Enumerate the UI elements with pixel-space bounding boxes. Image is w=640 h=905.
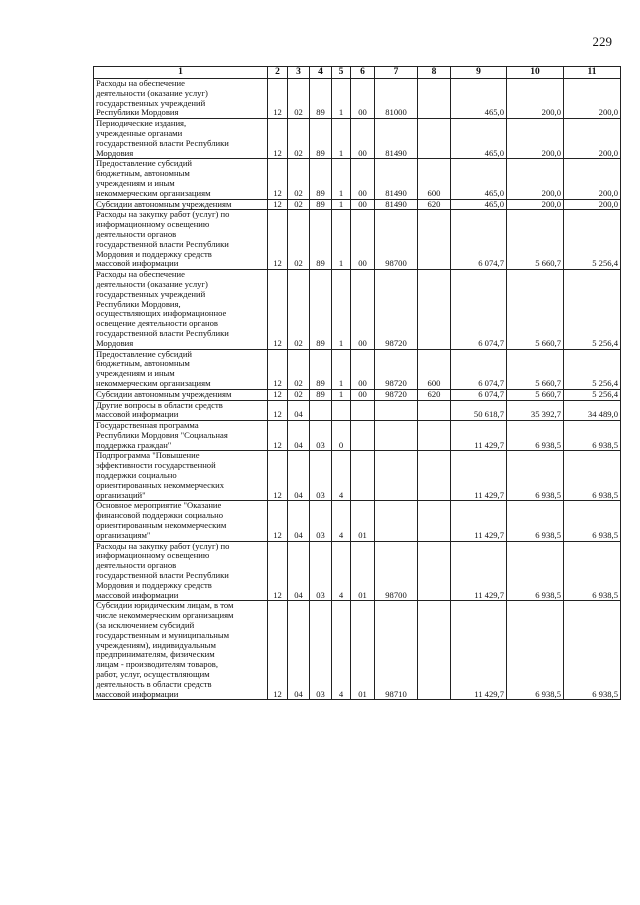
amount-cell: 6 074,7 bbox=[451, 349, 507, 389]
amount-cell: 200,0 bbox=[507, 159, 564, 199]
code-cell: 12 bbox=[268, 349, 288, 389]
code-cell: 04 bbox=[288, 421, 310, 451]
column-header: 4 bbox=[310, 67, 332, 79]
code-cell: 4 bbox=[332, 451, 351, 501]
amount-cell: 465,0 bbox=[451, 199, 507, 210]
code-cell: 03 bbox=[310, 451, 332, 501]
amount-cell: 34 489,0 bbox=[564, 400, 621, 421]
code-cell: 00 bbox=[351, 389, 375, 400]
code-cell: 12 bbox=[268, 541, 288, 601]
code-cell bbox=[418, 210, 451, 270]
table-row bbox=[94, 541, 621, 601]
code-cell: 98720 bbox=[375, 349, 418, 389]
code-cell: 02 bbox=[288, 270, 310, 349]
page-number: 229 bbox=[592, 34, 612, 49]
code-cell: 98720 bbox=[375, 389, 418, 400]
code-cell: 89 bbox=[310, 79, 332, 119]
code-cell: 600 bbox=[418, 349, 451, 389]
code-cell: 04 bbox=[288, 601, 310, 700]
amount-cell: 465,0 bbox=[451, 79, 507, 119]
code-cell: 4 bbox=[332, 601, 351, 700]
code-cell bbox=[375, 501, 418, 541]
budget-table bbox=[93, 66, 621, 700]
amount-cell: 6 938,5 bbox=[564, 451, 621, 501]
expense-name-cell: Предоставление субсидий бюджетным, автономным учреждениям и иным некоммерческим организациям bbox=[94, 159, 268, 199]
code-cell: 02 bbox=[288, 389, 310, 400]
expense-name-cell: Расходы на закупку работ (услуг) по информационному освещению деятельности органов государственной власти Республики Мордовия и поддержку средств массовой информации bbox=[94, 541, 268, 601]
code-cell bbox=[418, 451, 451, 501]
code-cell: 4 bbox=[332, 541, 351, 601]
code-cell: 00 bbox=[351, 159, 375, 199]
code-cell bbox=[351, 451, 375, 501]
code-cell: 03 bbox=[310, 541, 332, 601]
amount-cell: 5 256,4 bbox=[564, 210, 621, 270]
code-cell: 98700 bbox=[375, 541, 418, 601]
code-cell bbox=[351, 400, 375, 421]
amount-cell: 11 429,7 bbox=[451, 451, 507, 501]
code-cell bbox=[418, 421, 451, 451]
code-cell: 0 bbox=[332, 421, 351, 451]
code-cell: 81490 bbox=[375, 119, 418, 159]
code-cell: 89 bbox=[310, 199, 332, 210]
code-cell: 04 bbox=[288, 541, 310, 601]
code-cell: 4 bbox=[332, 501, 351, 541]
amount-cell: 465,0 bbox=[451, 119, 507, 159]
code-cell: 12 bbox=[268, 79, 288, 119]
table-row bbox=[94, 159, 621, 199]
code-cell: 03 bbox=[310, 421, 332, 451]
amount-cell: 6 938,5 bbox=[507, 541, 564, 601]
code-cell: 1 bbox=[332, 119, 351, 159]
column-header: 10 bbox=[507, 67, 564, 79]
code-cell: 89 bbox=[310, 210, 332, 270]
code-cell: 81490 bbox=[375, 199, 418, 210]
code-cell: 00 bbox=[351, 270, 375, 349]
code-cell: 02 bbox=[288, 119, 310, 159]
column-header: 6 bbox=[351, 67, 375, 79]
code-cell: 98700 bbox=[375, 210, 418, 270]
code-cell: 1 bbox=[332, 79, 351, 119]
expense-name-cell: Расходы на обеспечение деятельности (оказание услуг) государственных учреждений Республики Мордовия bbox=[94, 79, 268, 119]
code-cell: 03 bbox=[310, 501, 332, 541]
code-cell: 98710 bbox=[375, 601, 418, 700]
amount-cell: 6 938,5 bbox=[507, 501, 564, 541]
code-cell: 12 bbox=[268, 119, 288, 159]
table-row bbox=[94, 210, 621, 270]
amount-cell: 200,0 bbox=[564, 199, 621, 210]
amount-cell: 6 938,5 bbox=[507, 421, 564, 451]
table-row bbox=[94, 421, 621, 451]
code-cell: 12 bbox=[268, 159, 288, 199]
expense-name-cell: Государственная программа Республики Мордовия "Социальная поддержка граждан" bbox=[94, 421, 268, 451]
expense-name-cell: Периодические издания, учрежденные органами государственной власти Республики Мордовия bbox=[94, 119, 268, 159]
amount-cell: 5 660,7 bbox=[507, 270, 564, 349]
amount-cell: 11 429,7 bbox=[451, 541, 507, 601]
code-cell: 02 bbox=[288, 210, 310, 270]
code-cell: 89 bbox=[310, 270, 332, 349]
code-cell bbox=[332, 400, 351, 421]
code-cell bbox=[375, 421, 418, 451]
table-row bbox=[94, 501, 621, 541]
code-cell: 02 bbox=[288, 349, 310, 389]
code-cell: 04 bbox=[288, 400, 310, 421]
column-header: 5 bbox=[332, 67, 351, 79]
code-cell: 81490 bbox=[375, 159, 418, 199]
code-cell: 00 bbox=[351, 199, 375, 210]
code-cell: 01 bbox=[351, 541, 375, 601]
code-cell: 04 bbox=[288, 451, 310, 501]
amount-cell: 6 074,7 bbox=[451, 389, 507, 400]
amount-cell: 200,0 bbox=[564, 159, 621, 199]
amount-cell: 6 938,5 bbox=[564, 541, 621, 601]
amount-cell: 50 618,7 bbox=[451, 400, 507, 421]
expense-name-cell: Субсидии автономным учреждениям bbox=[94, 389, 268, 400]
code-cell: 01 bbox=[351, 601, 375, 700]
amount-cell: 6 938,5 bbox=[564, 421, 621, 451]
code-cell: 02 bbox=[288, 79, 310, 119]
code-cell bbox=[375, 400, 418, 421]
column-header: 3 bbox=[288, 67, 310, 79]
code-cell: 01 bbox=[351, 501, 375, 541]
code-cell: 00 bbox=[351, 210, 375, 270]
code-cell: 600 bbox=[418, 159, 451, 199]
amount-cell: 200,0 bbox=[507, 119, 564, 159]
code-cell: 12 bbox=[268, 451, 288, 501]
expense-name-cell: Расходы на закупку работ (услуг) по информационному освещению деятельности органов государственной власти Республики Мордовия и поддержку средств массовой информации bbox=[94, 210, 268, 270]
code-cell: 89 bbox=[310, 349, 332, 389]
amount-cell: 6 074,7 bbox=[451, 210, 507, 270]
amount-cell: 6 938,5 bbox=[564, 501, 621, 541]
table-row bbox=[94, 119, 621, 159]
code-cell bbox=[418, 601, 451, 700]
amount-cell: 11 429,7 bbox=[451, 421, 507, 451]
code-cell bbox=[418, 270, 451, 349]
amount-cell: 200,0 bbox=[507, 79, 564, 119]
amount-cell: 200,0 bbox=[564, 79, 621, 119]
code-cell: 00 bbox=[351, 119, 375, 159]
code-cell bbox=[310, 400, 332, 421]
amount-cell: 35 392,7 bbox=[507, 400, 564, 421]
amount-cell: 11 429,7 bbox=[451, 601, 507, 700]
code-cell: 89 bbox=[310, 119, 332, 159]
table-row bbox=[94, 199, 621, 210]
code-cell bbox=[418, 119, 451, 159]
table-row bbox=[94, 389, 621, 400]
amount-cell: 5 256,4 bbox=[564, 349, 621, 389]
amount-cell: 6 938,5 bbox=[507, 451, 564, 501]
amount-cell: 5 256,4 bbox=[564, 389, 621, 400]
code-cell bbox=[418, 501, 451, 541]
code-cell: 12 bbox=[268, 501, 288, 541]
code-cell: 12 bbox=[268, 400, 288, 421]
header-row bbox=[94, 67, 621, 79]
expense-name-cell: Основное мероприятие "Оказание финансовой поддержки социально ориентированным некоммерческим организациям" bbox=[94, 501, 268, 541]
expense-name-cell: Предоставление субсидий бюджетным, автономным учреждениям и иным некоммерческим организациям bbox=[94, 349, 268, 389]
table-row bbox=[94, 451, 621, 501]
amount-cell: 6 938,5 bbox=[564, 601, 621, 700]
code-cell: 12 bbox=[268, 601, 288, 700]
code-cell: 81000 bbox=[375, 79, 418, 119]
amount-cell: 5 256,4 bbox=[564, 270, 621, 349]
column-header: 9 bbox=[451, 67, 507, 79]
code-cell: 00 bbox=[351, 79, 375, 119]
code-cell: 12 bbox=[268, 421, 288, 451]
code-cell: 620 bbox=[418, 389, 451, 400]
code-cell: 1 bbox=[332, 270, 351, 349]
column-header: 7 bbox=[375, 67, 418, 79]
code-cell: 02 bbox=[288, 199, 310, 210]
amount-cell: 5 660,7 bbox=[507, 349, 564, 389]
code-cell: 98720 bbox=[375, 270, 418, 349]
code-cell bbox=[418, 541, 451, 601]
amount-cell: 200,0 bbox=[564, 119, 621, 159]
code-cell: 1 bbox=[332, 159, 351, 199]
amount-cell: 6 074,7 bbox=[451, 270, 507, 349]
amount-cell: 200,0 bbox=[507, 199, 564, 210]
amount-cell: 5 660,7 bbox=[507, 389, 564, 400]
amount-cell: 11 429,7 bbox=[451, 501, 507, 541]
code-cell: 12 bbox=[268, 210, 288, 270]
code-cell bbox=[418, 79, 451, 119]
table-row bbox=[94, 270, 621, 349]
expense-name-cell: Субсидии юридическим лицам, в том числе некоммерческим организациям (за исключением субсидий государственным и муниципальным учреждениям), индивидуальным предпринимателям, физическим лицам - производителям товаров, работ, услуг, осуществляющим деятельность в области средств массовой информации bbox=[94, 601, 268, 700]
expense-name-cell: Подпрограмма "Повышение эффективности государственной поддержки социально ориентированных некоммерческих организаций" bbox=[94, 451, 268, 501]
amount-cell: 6 938,5 bbox=[507, 601, 564, 700]
code-cell: 1 bbox=[332, 199, 351, 210]
code-cell: 1 bbox=[332, 389, 351, 400]
table-row bbox=[94, 400, 621, 421]
code-cell: 12 bbox=[268, 199, 288, 210]
code-cell bbox=[375, 451, 418, 501]
code-cell: 03 bbox=[310, 601, 332, 700]
code-cell: 1 bbox=[332, 210, 351, 270]
code-cell: 620 bbox=[418, 199, 451, 210]
code-cell: 12 bbox=[268, 270, 288, 349]
code-cell bbox=[351, 421, 375, 451]
code-cell: 00 bbox=[351, 349, 375, 389]
code-cell: 89 bbox=[310, 389, 332, 400]
code-cell bbox=[418, 400, 451, 421]
code-cell: 04 bbox=[288, 501, 310, 541]
expense-name-cell: Другие вопросы в области средств массовой информации bbox=[94, 400, 268, 421]
code-cell: 12 bbox=[268, 389, 288, 400]
code-cell: 1 bbox=[332, 349, 351, 389]
column-header: 11 bbox=[564, 67, 621, 79]
column-header: 8 bbox=[418, 67, 451, 79]
amount-cell: 465,0 bbox=[451, 159, 507, 199]
column-header: 2 bbox=[268, 67, 288, 79]
expense-name-cell: Расходы на обеспечение деятельности (оказание услуг) государственных учреждений Республики Мордовия, осуществляющих информационное освещение деятельности органов государственной власти Республики Мордовия bbox=[94, 270, 268, 349]
table-row bbox=[94, 349, 621, 389]
column-header: 1 bbox=[94, 67, 268, 79]
code-cell: 89 bbox=[310, 159, 332, 199]
table-row bbox=[94, 79, 621, 119]
amount-cell: 5 660,7 bbox=[507, 210, 564, 270]
code-cell: 02 bbox=[288, 159, 310, 199]
expense-name-cell: Субсидии автономным учреждениям bbox=[94, 199, 268, 210]
table-row bbox=[94, 601, 621, 700]
